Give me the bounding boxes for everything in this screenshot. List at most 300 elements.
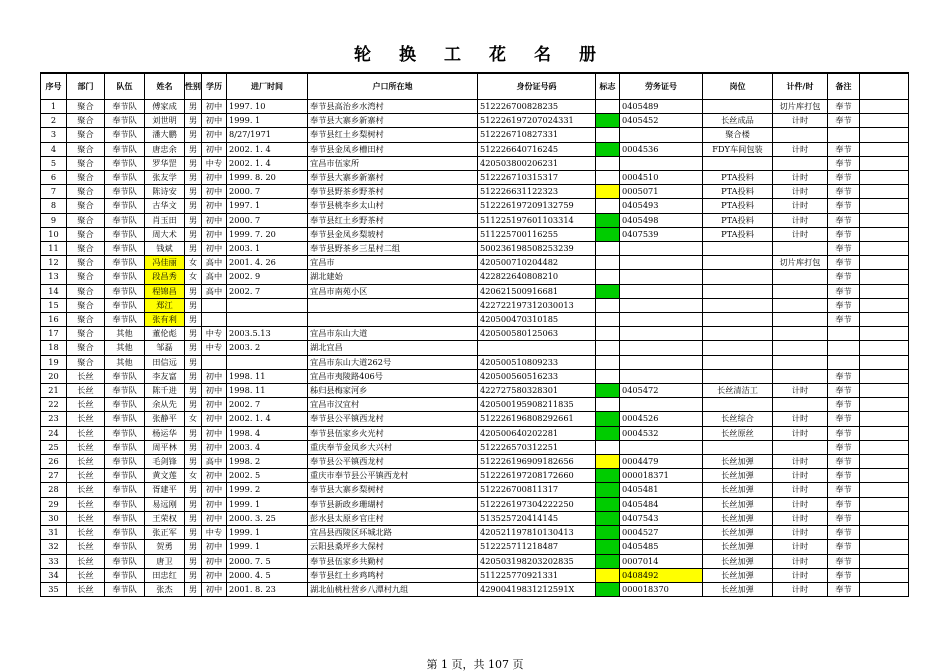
cell-dept: 长丝 bbox=[67, 369, 105, 383]
cell-gender: 男 bbox=[185, 497, 202, 511]
cell-flag bbox=[596, 440, 620, 454]
cell-extra bbox=[860, 341, 909, 355]
cell-pay: 切片库打包 bbox=[773, 100, 828, 114]
cell-note: 奉节 bbox=[828, 369, 860, 383]
cell-extra bbox=[860, 554, 909, 568]
cell-dept: 长丝 bbox=[67, 483, 105, 497]
cell-dept: 长丝 bbox=[67, 384, 105, 398]
cell-flag bbox=[596, 483, 620, 497]
cell-extra bbox=[860, 582, 909, 596]
cell-gender: 男 bbox=[185, 171, 202, 185]
cell-note: 奉节 bbox=[828, 412, 860, 426]
cell-edu: 初中 bbox=[202, 483, 227, 497]
cell-note: 奉节 bbox=[828, 284, 860, 298]
table-row bbox=[41, 313, 909, 327]
cell-id-no: 512226570312251 bbox=[478, 440, 596, 454]
cell-position: PTA投料 bbox=[703, 185, 773, 199]
cell-position: PTA投料 bbox=[703, 199, 773, 213]
cell-residence: 奉节县桃李乡太山村 bbox=[308, 199, 478, 213]
cell-edu: 高中 bbox=[202, 284, 227, 298]
cell-position: 长丝加弹 bbox=[703, 511, 773, 525]
cell-dept: 聚合 bbox=[67, 213, 105, 227]
cell-team: 奉节队 bbox=[105, 582, 145, 596]
cell-edu: 初中 bbox=[202, 100, 227, 114]
cell-position: 长丝加弹 bbox=[703, 469, 773, 483]
cell-position: 长丝原丝 bbox=[703, 426, 773, 440]
cell-entry: 1999. 1 bbox=[227, 540, 308, 554]
cell-gender: 男 bbox=[185, 483, 202, 497]
cell-labor-no bbox=[620, 440, 703, 454]
cell-seq: 27 bbox=[41, 469, 67, 483]
cell-residence: 奉节县公平镇西龙村 bbox=[308, 455, 478, 469]
table-row bbox=[41, 213, 909, 227]
table-row bbox=[41, 469, 909, 483]
cell-team: 奉节队 bbox=[105, 213, 145, 227]
cell-labor-no bbox=[620, 369, 703, 383]
cell-flag bbox=[596, 341, 620, 355]
header-extra bbox=[860, 73, 909, 100]
cell-edu: 中专 bbox=[202, 327, 227, 341]
table-row bbox=[41, 298, 909, 312]
cell-dept: 长丝 bbox=[67, 412, 105, 426]
cell-residence: 奉节县金凤乡梨坡村 bbox=[308, 227, 478, 241]
cell-extra bbox=[860, 369, 909, 383]
cell-team: 奉节队 bbox=[105, 554, 145, 568]
cell-gender: 男 bbox=[185, 128, 202, 142]
cell-name: 胥建平 bbox=[145, 483, 185, 497]
cell-pay: 计时 bbox=[773, 213, 828, 227]
header-position: 岗位 bbox=[703, 73, 773, 100]
cell-dept: 长丝 bbox=[67, 398, 105, 412]
cell-pay: 切片库打包 bbox=[773, 256, 828, 270]
cell-gender: 男 bbox=[185, 199, 202, 213]
table-row bbox=[41, 582, 909, 596]
cell-residence: 重庆奉节金凤乡大兴村 bbox=[308, 440, 478, 454]
cell-id-no: 512226197208172660 bbox=[478, 469, 596, 483]
cell-entry: 1997. 10 bbox=[227, 100, 308, 114]
cell-labor-no: 000018371 bbox=[620, 469, 703, 483]
cell-note: 奉节 bbox=[828, 242, 860, 256]
table-row bbox=[41, 256, 909, 270]
cell-position: FDY车间包装 bbox=[703, 142, 773, 156]
cell-dept: 聚合 bbox=[67, 256, 105, 270]
cell-id-no: 511225197601103314 bbox=[478, 213, 596, 227]
cell-dept: 聚合 bbox=[67, 156, 105, 170]
cell-flag bbox=[596, 313, 620, 327]
title-char: 轮 bbox=[354, 45, 371, 65]
cell-pay: 计时 bbox=[773, 483, 828, 497]
cell-edu: 初中 bbox=[202, 582, 227, 596]
cell-labor-no bbox=[620, 355, 703, 369]
cell-note: 奉节 bbox=[828, 298, 860, 312]
cell-dept: 聚合 bbox=[67, 199, 105, 213]
cell-pay: 计时 bbox=[773, 412, 828, 426]
cell-edu: 初中 bbox=[202, 568, 227, 582]
cell-labor-no bbox=[620, 313, 703, 327]
cell-team: 奉节队 bbox=[105, 440, 145, 454]
cell-dept: 长丝 bbox=[67, 455, 105, 469]
cell-residence: 宜昌市 bbox=[308, 256, 478, 270]
cell-name: 冯佳丽 bbox=[145, 256, 185, 270]
cell-dept: 长丝 bbox=[67, 469, 105, 483]
cell-seq: 35 bbox=[41, 582, 67, 596]
cell-name: 董伦彪 bbox=[145, 327, 185, 341]
cell-seq: 18 bbox=[41, 341, 67, 355]
cell-note: 奉节 bbox=[828, 455, 860, 469]
table-row bbox=[41, 227, 909, 241]
cell-flag bbox=[596, 298, 620, 312]
cell-flag bbox=[596, 511, 620, 525]
cell-dept: 聚合 bbox=[67, 100, 105, 114]
cell-extra bbox=[860, 185, 909, 199]
cell-id-no: 512226640716245 bbox=[478, 142, 596, 156]
table-row bbox=[41, 455, 909, 469]
cell-dept: 聚合 bbox=[67, 128, 105, 142]
cell-entry: 2000. 7 bbox=[227, 213, 308, 227]
cell-team: 奉节队 bbox=[105, 156, 145, 170]
cell-note: 奉节 bbox=[828, 511, 860, 525]
cell-entry bbox=[227, 313, 308, 327]
cell-id-no: 420521197810130413 bbox=[478, 526, 596, 540]
cell-dept: 长丝 bbox=[67, 540, 105, 554]
cell-note: 奉节 bbox=[828, 384, 860, 398]
cell-flag bbox=[596, 142, 620, 156]
cell-seq: 26 bbox=[41, 455, 67, 469]
cell-name: 易远刚 bbox=[145, 497, 185, 511]
cell-seq: 31 bbox=[41, 526, 67, 540]
cell-team: 奉节队 bbox=[105, 511, 145, 525]
cell-labor-no: 0405498 bbox=[620, 213, 703, 227]
cell-labor-no bbox=[620, 327, 703, 341]
cell-entry: 8/27/1971 bbox=[227, 128, 308, 142]
cell-team: 其他 bbox=[105, 341, 145, 355]
cell-gender: 男 bbox=[185, 540, 202, 554]
title-char: 工 bbox=[444, 45, 461, 65]
cell-edu: 高中 bbox=[202, 270, 227, 284]
cell-team: 奉节队 bbox=[105, 526, 145, 540]
cell-entry: 2003.5.13 bbox=[227, 327, 308, 341]
cell-team: 奉节队 bbox=[105, 497, 145, 511]
cell-note: 奉节 bbox=[828, 568, 860, 582]
cell-entry: 2002. 1. 4 bbox=[227, 156, 308, 170]
cell-gender: 男 bbox=[185, 327, 202, 341]
cell-edu: 初中 bbox=[202, 469, 227, 483]
cell-dept: 聚合 bbox=[67, 227, 105, 241]
cell-note: 奉节 bbox=[828, 313, 860, 327]
cell-seq: 5 bbox=[41, 156, 67, 170]
cell-id-no: 512226710315317 bbox=[478, 171, 596, 185]
cell-note: 奉节 bbox=[828, 199, 860, 213]
cell-pay bbox=[773, 270, 828, 284]
cell-name: 王荣权 bbox=[145, 511, 185, 525]
table-row bbox=[41, 114, 909, 128]
cell-position bbox=[703, 398, 773, 412]
cell-edu: 初中 bbox=[202, 384, 227, 398]
cell-edu: 初中 bbox=[202, 412, 227, 426]
cell-name: 傅家成 bbox=[145, 100, 185, 114]
cell-seq: 3 bbox=[41, 128, 67, 142]
cell-residence bbox=[308, 313, 478, 327]
cell-flag bbox=[596, 227, 620, 241]
cell-seq: 28 bbox=[41, 483, 67, 497]
cell-name: 程锦昌 bbox=[145, 284, 185, 298]
cell-labor-no: 0408492 bbox=[620, 568, 703, 582]
cell-extra bbox=[860, 100, 909, 114]
cell-seq: 33 bbox=[41, 554, 67, 568]
cell-name: 杨运华 bbox=[145, 426, 185, 440]
cell-entry bbox=[227, 355, 308, 369]
cell-seq: 12 bbox=[41, 256, 67, 270]
cell-id-no: 511225770921331 bbox=[478, 568, 596, 582]
cell-flag bbox=[596, 114, 620, 128]
cell-name: 张静平 bbox=[145, 412, 185, 426]
table-row bbox=[41, 511, 909, 525]
cell-gender: 男 bbox=[185, 114, 202, 128]
cell-note: 奉节 bbox=[828, 526, 860, 540]
cell-pay: 计时 bbox=[773, 384, 828, 398]
cell-position: 长丝清洁工 bbox=[703, 384, 773, 398]
cell-team: 奉节队 bbox=[105, 199, 145, 213]
cell-labor-no bbox=[620, 156, 703, 170]
cell-name: 潘大鹏 bbox=[145, 128, 185, 142]
cell-team: 奉节队 bbox=[105, 469, 145, 483]
header-residence: 户口所在地 bbox=[308, 73, 478, 100]
cell-note: 奉节 bbox=[828, 142, 860, 156]
cell-pay bbox=[773, 284, 828, 298]
cell-extra bbox=[860, 128, 909, 142]
cell-name: 钱斌 bbox=[145, 242, 185, 256]
cell-dept: 聚合 bbox=[67, 142, 105, 156]
cell-extra bbox=[860, 284, 909, 298]
cell-note bbox=[828, 128, 860, 142]
cell-residence: 秭归县梅家河乡 bbox=[308, 384, 478, 398]
cell-name: 张友学 bbox=[145, 171, 185, 185]
cell-name: 罗华罡 bbox=[145, 156, 185, 170]
cell-name: 郑江 bbox=[145, 298, 185, 312]
cell-flag bbox=[596, 412, 620, 426]
cell-seq: 20 bbox=[41, 369, 67, 383]
cell-id-no: 512226196909182656 bbox=[478, 455, 596, 469]
cell-pay: 计时 bbox=[773, 582, 828, 596]
table-row bbox=[41, 398, 909, 412]
cell-entry: 2002. 1. 4 bbox=[227, 412, 308, 426]
cell-pay bbox=[773, 242, 828, 256]
cell-entry: 1999. 7. 20 bbox=[227, 227, 308, 241]
header-entry: 进厂时间 bbox=[227, 73, 308, 100]
cell-labor-no: 0004532 bbox=[620, 426, 703, 440]
header-labor-no: 劳务证号 bbox=[620, 73, 703, 100]
cell-id-no: 42900419831212591X bbox=[478, 582, 596, 596]
cell-flag bbox=[596, 369, 620, 383]
cell-seq: 6 bbox=[41, 171, 67, 185]
cell-labor-no bbox=[620, 256, 703, 270]
cell-name: 古华文 bbox=[145, 199, 185, 213]
cell-seq: 30 bbox=[41, 511, 67, 525]
table-row bbox=[41, 100, 909, 114]
cell-labor-no: 0405493 bbox=[620, 199, 703, 213]
cell-name: 刘世明 bbox=[145, 114, 185, 128]
cell-entry: 1999. 8. 20 bbox=[227, 171, 308, 185]
cell-gender: 男 bbox=[185, 384, 202, 398]
table-row bbox=[41, 412, 909, 426]
cell-position bbox=[703, 440, 773, 454]
cell-dept: 聚合 bbox=[67, 242, 105, 256]
cell-residence: 奉节县公平镇西龙村 bbox=[308, 412, 478, 426]
cell-gender: 男 bbox=[185, 142, 202, 156]
cell-team: 奉节队 bbox=[105, 242, 145, 256]
table-row bbox=[41, 128, 909, 142]
cell-residence: 宜昌市伍家所 bbox=[308, 156, 478, 170]
cell-residence: 奉节县伍家乡共勤村 bbox=[308, 554, 478, 568]
cell-labor-no: 0004479 bbox=[620, 455, 703, 469]
cell-team: 奉节队 bbox=[105, 384, 145, 398]
cell-name: 陈诗安 bbox=[145, 185, 185, 199]
cell-extra bbox=[860, 526, 909, 540]
cell-flag bbox=[596, 582, 620, 596]
cell-gender: 男 bbox=[185, 341, 202, 355]
cell-gender: 男 bbox=[185, 398, 202, 412]
cell-id-no: 512226196808292661 bbox=[478, 412, 596, 426]
cell-dept: 长丝 bbox=[67, 568, 105, 582]
cell-gender: 男 bbox=[185, 242, 202, 256]
cell-note bbox=[828, 355, 860, 369]
cell-seq: 4 bbox=[41, 142, 67, 156]
cell-entry: 2002. 7 bbox=[227, 284, 308, 298]
table-row bbox=[41, 142, 909, 156]
cell-pay bbox=[773, 156, 828, 170]
cell-dept: 聚合 bbox=[67, 313, 105, 327]
cell-seq: 7 bbox=[41, 185, 67, 199]
cell-note: 奉节 bbox=[828, 398, 860, 412]
cell-flag bbox=[596, 284, 620, 298]
cell-labor-no: 0405472 bbox=[620, 384, 703, 398]
cell-id-no: 512226197207024331 bbox=[478, 114, 596, 128]
cell-pay: 计时 bbox=[773, 227, 828, 241]
page-title bbox=[0, 40, 950, 65]
cell-id-no: 422722197312030013 bbox=[478, 298, 596, 312]
cell-extra bbox=[860, 384, 909, 398]
cell-flag bbox=[596, 242, 620, 256]
cell-id-no: 512226700828235 bbox=[478, 100, 596, 114]
cell-name: 唐卫 bbox=[145, 554, 185, 568]
cell-position: 长丝综合 bbox=[703, 412, 773, 426]
cell-gender: 男 bbox=[185, 554, 202, 568]
header-gender: 性别 bbox=[185, 73, 202, 100]
cell-dept: 聚合 bbox=[67, 341, 105, 355]
cell-flag bbox=[596, 384, 620, 398]
cell-position bbox=[703, 284, 773, 298]
cell-note: 奉节 bbox=[828, 440, 860, 454]
cell-flag bbox=[596, 426, 620, 440]
cell-entry: 1997. 1 bbox=[227, 199, 308, 213]
cell-team: 奉节队 bbox=[105, 128, 145, 142]
cell-flag bbox=[596, 398, 620, 412]
cell-edu: 中专 bbox=[202, 526, 227, 540]
cell-residence: 宜昌市夷陵路406号 bbox=[308, 369, 478, 383]
cell-team: 奉节队 bbox=[105, 185, 145, 199]
cell-labor-no bbox=[620, 284, 703, 298]
cell-gender: 女 bbox=[185, 412, 202, 426]
cell-pay: 计时 bbox=[773, 142, 828, 156]
cell-pay: 计时 bbox=[773, 114, 828, 128]
cell-id-no: 422727580328301 bbox=[478, 384, 596, 398]
cell-entry: 2000. 7 bbox=[227, 185, 308, 199]
cell-extra bbox=[860, 171, 909, 185]
cell-residence: 宜昌市东山大道 bbox=[308, 327, 478, 341]
cell-dept: 聚合 bbox=[67, 185, 105, 199]
cell-flag bbox=[596, 171, 620, 185]
cell-id-no: 420500470310185 bbox=[478, 313, 596, 327]
cell-entry: 1998. 4 bbox=[227, 426, 308, 440]
cell-position: PTA投料 bbox=[703, 227, 773, 241]
cell-entry: 2003. 2 bbox=[227, 341, 308, 355]
cell-note bbox=[828, 327, 860, 341]
cell-position bbox=[703, 100, 773, 114]
cell-name: 毛剑锋 bbox=[145, 455, 185, 469]
cell-extra bbox=[860, 426, 909, 440]
cell-seq: 19 bbox=[41, 355, 67, 369]
cell-note: 奉节 bbox=[828, 156, 860, 170]
cell-dept: 聚合 bbox=[67, 171, 105, 185]
cell-dept: 聚合 bbox=[67, 284, 105, 298]
cell-seq: 21 bbox=[41, 384, 67, 398]
cell-flag bbox=[596, 213, 620, 227]
cell-pay bbox=[773, 369, 828, 383]
cell-flag bbox=[596, 355, 620, 369]
cell-edu: 初中 bbox=[202, 242, 227, 256]
cell-dept: 长丝 bbox=[67, 497, 105, 511]
cell-residence: 云阳县桑坪乡大保村 bbox=[308, 540, 478, 554]
cell-dept: 长丝 bbox=[67, 440, 105, 454]
cell-id-no: 420500560516233 bbox=[478, 369, 596, 383]
cell-labor-no bbox=[620, 270, 703, 284]
cell-extra bbox=[860, 270, 909, 284]
cell-pay bbox=[773, 298, 828, 312]
cell-position: 聚合楼 bbox=[703, 128, 773, 142]
cell-labor-no bbox=[620, 341, 703, 355]
cell-name: 田信远 bbox=[145, 355, 185, 369]
cell-dept: 长丝 bbox=[67, 426, 105, 440]
cell-residence: 奉节县高治乡水湾村 bbox=[308, 100, 478, 114]
cell-seq: 9 bbox=[41, 213, 67, 227]
cell-residence: 宜昌市东山大道262号 bbox=[308, 355, 478, 369]
cell-name: 邹磊 bbox=[145, 341, 185, 355]
cell-gender: 男 bbox=[185, 298, 202, 312]
cell-position: 长丝加弹 bbox=[703, 483, 773, 497]
cell-pay bbox=[773, 440, 828, 454]
cell-gender: 男 bbox=[185, 440, 202, 454]
cell-position: 长丝加弹 bbox=[703, 582, 773, 596]
cell-flag bbox=[596, 568, 620, 582]
page-footer: 第 1 页，共 107 页 bbox=[426, 658, 524, 671]
cell-entry: 2000. 3. 25 bbox=[227, 511, 308, 525]
cell-seq: 2 bbox=[41, 114, 67, 128]
cell-dept: 长丝 bbox=[67, 554, 105, 568]
cell-residence: 奉节县伍家乡火光村 bbox=[308, 426, 478, 440]
cell-team: 奉节队 bbox=[105, 270, 145, 284]
cell-residence: 奉节县野茶乡三星村二组 bbox=[308, 242, 478, 256]
cell-note: 奉节 bbox=[828, 213, 860, 227]
cell-flag bbox=[596, 497, 620, 511]
cell-residence bbox=[308, 298, 478, 312]
cell-gender: 男 bbox=[185, 227, 202, 241]
cell-team: 奉节队 bbox=[105, 227, 145, 241]
cell-team: 奉节队 bbox=[105, 455, 145, 469]
header-pay: 计件/时 bbox=[773, 73, 828, 100]
cell-labor-no: 0405481 bbox=[620, 483, 703, 497]
cell-id-no: 420500195908211835 bbox=[478, 398, 596, 412]
cell-flag bbox=[596, 128, 620, 142]
